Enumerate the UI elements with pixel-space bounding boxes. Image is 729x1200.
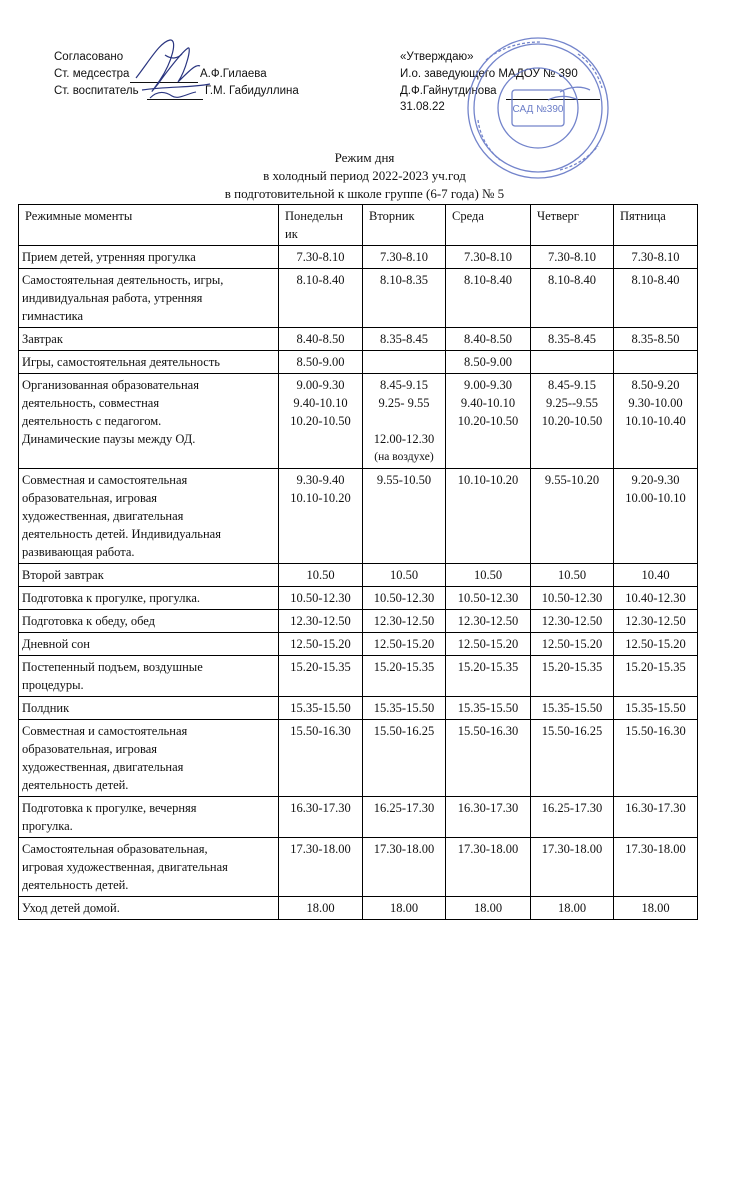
table-row xyxy=(19,469,698,564)
time-cell xyxy=(446,797,531,838)
activity-cell xyxy=(19,697,279,720)
time-cell xyxy=(363,656,446,697)
time-text: 12.50-15.20 xyxy=(625,637,686,651)
nurse-role: Ст. медсестра xyxy=(54,68,130,80)
time-text xyxy=(532,353,612,371)
activity-text: гимнастика xyxy=(22,309,84,323)
time-cell xyxy=(614,720,698,797)
time-text: 10.40 xyxy=(641,568,670,582)
table-row xyxy=(19,269,698,328)
time-text: 12.30-12.50 xyxy=(290,614,351,628)
time-cell xyxy=(614,587,698,610)
time-cell xyxy=(614,633,698,656)
header-cell-activity xyxy=(19,205,279,246)
header-text: Четверг xyxy=(537,209,579,223)
time-cell xyxy=(363,469,446,564)
time-cell xyxy=(363,351,446,374)
time-text: 18.00 xyxy=(641,901,670,915)
time-cell xyxy=(531,564,614,587)
time-cell xyxy=(279,720,363,797)
activity-text: Игры, самостоятельная деятельность xyxy=(22,355,221,369)
time-cell xyxy=(446,564,531,587)
activity-text: Подготовка к прогулке, прогулка. xyxy=(22,591,201,605)
time-cell xyxy=(531,246,614,269)
activity-text: Организованная образовательная xyxy=(22,378,199,392)
activity-text: Совместная и самостоятельная xyxy=(22,473,188,487)
time-text: 9.30-9.40 xyxy=(296,473,345,487)
time-text: 15.20-15.35 xyxy=(373,660,435,674)
time-text: 7.30-8.10 xyxy=(296,250,345,264)
time-text: 15.50-16.30 xyxy=(457,724,519,738)
time-text: 9.30-10.00 xyxy=(628,396,683,410)
time-cell xyxy=(446,897,531,920)
time-text: 7.30-8.10 xyxy=(464,250,512,264)
activity-text: Уход детей домой. xyxy=(22,901,120,915)
time-text: 17.30-18.00 xyxy=(290,842,351,856)
time-text: 8.45-9.15 xyxy=(548,378,596,392)
time-text: 10.50 xyxy=(473,568,503,582)
activity-cell xyxy=(19,246,279,269)
activity-text: деятельность детей. xyxy=(22,778,129,792)
time-cell xyxy=(279,328,363,351)
activity-text: Завтрак xyxy=(22,332,63,346)
time-text: 15.20-15.35 xyxy=(541,660,603,674)
time-cell xyxy=(614,269,698,328)
time-text: 7.30-8.10 xyxy=(548,250,596,264)
time-cell xyxy=(279,797,363,838)
time-text: 15.35-15.50 xyxy=(373,701,435,715)
header-cell-day xyxy=(363,205,446,246)
time-text: 9.25--9.55 xyxy=(545,396,599,410)
time-cell xyxy=(531,838,614,897)
activity-cell xyxy=(19,838,279,897)
time-text: 7.30-8.10 xyxy=(380,250,428,264)
time-cell xyxy=(614,697,698,720)
time-cell xyxy=(363,374,446,469)
table-row xyxy=(19,246,698,269)
activity-text: Второй завтрак xyxy=(22,568,104,582)
header-cell-day xyxy=(279,205,363,246)
time-text: 9.00-9.30 xyxy=(464,378,512,392)
time-cell xyxy=(446,610,531,633)
nurse-name: А.Ф.Гилаева xyxy=(200,68,267,80)
time-text: 16.25-17.30 xyxy=(541,801,603,815)
time-text: 9.40-10.10 xyxy=(460,396,516,410)
activity-cell xyxy=(19,656,279,697)
time-text: 18.00 xyxy=(389,901,419,915)
activity-text: образовательная, игровая xyxy=(22,491,158,505)
activity-text: процедуры. xyxy=(22,678,84,692)
time-cell xyxy=(531,610,614,633)
time-text xyxy=(615,353,696,371)
time-text: 12.30-12.50 xyxy=(373,614,435,628)
page-title: Режим дня xyxy=(334,150,395,165)
time-cell xyxy=(279,564,363,587)
time-cell xyxy=(363,720,446,797)
activity-cell xyxy=(19,374,279,469)
time-cell xyxy=(279,633,363,656)
time-text: 12.50-15.20 xyxy=(373,637,435,651)
table-row xyxy=(19,328,698,351)
header-text: ик xyxy=(285,227,298,241)
time-text: 9.20-9.30 xyxy=(631,473,680,487)
time-cell xyxy=(531,269,614,328)
activity-text: художественная, двигательная xyxy=(22,760,184,774)
activity-text: индивидуальная работа, утренняя xyxy=(22,291,203,305)
activity-text: Полдник xyxy=(22,701,70,715)
activity-cell xyxy=(19,897,279,920)
time-cell xyxy=(614,838,698,897)
time-cell xyxy=(531,587,614,610)
activity-text: Подготовка к обеду, обед xyxy=(22,614,156,628)
time-cell xyxy=(614,374,698,469)
time-text: 8.10-8.35 xyxy=(380,273,428,287)
time-cell xyxy=(279,587,363,610)
time-text: 17.30-18.00 xyxy=(541,842,603,856)
time-cell xyxy=(279,351,363,374)
time-text: 12.50-15.20 xyxy=(290,637,351,651)
time-text: 10.20-10.50 xyxy=(290,414,351,428)
time-text xyxy=(364,412,444,430)
time-text: 8.10-8.40 xyxy=(296,273,345,287)
time-text: 15.35-15.50 xyxy=(457,701,519,715)
time-cell xyxy=(614,610,698,633)
time-text: 15.35-15.50 xyxy=(625,701,686,715)
activity-cell xyxy=(19,351,279,374)
time-cell xyxy=(363,633,446,656)
time-text xyxy=(364,353,444,371)
time-cell xyxy=(446,838,531,897)
table-row xyxy=(19,587,698,610)
activity-text: Динамические паузы между ОД. xyxy=(22,432,196,446)
activity-cell xyxy=(19,587,279,610)
time-text: 8.50-9.00 xyxy=(296,355,345,369)
time-text: (на воздухе) xyxy=(374,451,434,463)
time-text: 8.45-9.15 xyxy=(380,378,428,392)
activity-cell xyxy=(19,269,279,328)
table-header-row xyxy=(19,205,698,246)
director-name: Д.Ф.Гайнутдинова xyxy=(400,85,497,97)
time-cell xyxy=(614,797,698,838)
time-text: 8.10-8.40 xyxy=(548,273,596,287)
educator-role: Ст. воспитатель xyxy=(54,85,139,97)
activity-text: прогулка. xyxy=(22,819,73,833)
time-cell xyxy=(363,587,446,610)
activity-cell xyxy=(19,564,279,587)
page-subtitle-period: в холодный период 2022-2023 уч.год xyxy=(263,168,466,183)
time-text: 15.20-15.35 xyxy=(457,660,519,674)
time-cell xyxy=(531,374,614,469)
time-text: 16.30-17.30 xyxy=(290,801,351,815)
nurse-signature xyxy=(136,40,210,91)
time-cell xyxy=(446,269,531,328)
activity-text: деятельность с педагогом. xyxy=(22,414,162,428)
table-row xyxy=(19,374,698,469)
time-cell xyxy=(279,469,363,564)
table-row xyxy=(19,564,698,587)
time-text: 9.00-9.30 xyxy=(296,378,345,392)
time-cell xyxy=(279,269,363,328)
time-text: 10.50-12.30 xyxy=(457,591,519,605)
time-text: 9.55-10.20 xyxy=(544,473,600,487)
time-text: 12.30-12.50 xyxy=(625,614,686,628)
educator-signature xyxy=(150,92,196,98)
activity-text: Совместная и самостоятельная xyxy=(22,724,188,738)
time-text: 12.50-15.20 xyxy=(457,637,519,651)
time-cell xyxy=(614,351,698,374)
time-text: 10.50 xyxy=(557,568,587,582)
time-text: 10.10-10.20 xyxy=(290,491,351,505)
time-text: 10.10-10.20 xyxy=(457,473,519,487)
time-text: 10.50-12.30 xyxy=(541,591,603,605)
time-cell xyxy=(446,720,531,797)
time-text: 10.00-10.10 xyxy=(625,491,686,505)
table-row xyxy=(19,697,698,720)
time-cell xyxy=(614,897,698,920)
time-text: 18.00 xyxy=(473,901,503,915)
time-cell xyxy=(531,720,614,797)
time-text: 10.50-12.30 xyxy=(290,591,351,605)
table-row xyxy=(19,610,698,633)
activity-text: Самостоятельная образовательная, xyxy=(22,842,208,856)
time-text: 10.50 xyxy=(306,568,335,582)
time-text: 10.20-10.50 xyxy=(457,414,519,428)
activity-text: Самостоятельная деятельность, игры, xyxy=(22,273,224,287)
time-cell xyxy=(279,697,363,720)
activity-text: образовательная, игровая xyxy=(22,742,158,756)
time-cell xyxy=(279,610,363,633)
time-text: 9.40-10.10 xyxy=(293,396,348,410)
time-text: 8.50-9.20 xyxy=(631,378,680,392)
time-text: 17.30-18.00 xyxy=(373,842,435,856)
table-row xyxy=(19,797,698,838)
time-cell xyxy=(446,587,531,610)
time-cell xyxy=(614,469,698,564)
time-text: 17.30-18.00 xyxy=(457,842,519,856)
educator-name: Г.М. Габидуллина xyxy=(205,85,299,97)
time-cell xyxy=(531,633,614,656)
time-cell xyxy=(446,351,531,374)
time-cell xyxy=(363,797,446,838)
time-text: 8.35-8.45 xyxy=(548,332,596,346)
time-cell xyxy=(446,246,531,269)
table-row xyxy=(19,351,698,374)
time-text: 16.30-17.30 xyxy=(457,801,519,815)
time-text: 15.20-15.35 xyxy=(290,660,351,674)
time-text: 15.50-16.25 xyxy=(373,724,435,738)
activity-text: Подготовка к прогулке, вечерняя xyxy=(22,801,197,815)
time-cell xyxy=(531,351,614,374)
header-text: Среда xyxy=(452,209,484,223)
time-cell xyxy=(279,656,363,697)
time-cell xyxy=(363,564,446,587)
director-position: И.о. заведующего МАДОУ № 390 xyxy=(400,68,578,80)
table-row xyxy=(19,720,698,797)
approval-heading-left: Согласовано xyxy=(54,51,124,63)
approval-date: 31.08.22 xyxy=(400,101,445,113)
time-cell xyxy=(279,897,363,920)
time-text: 9.55-10.50 xyxy=(376,473,432,487)
time-text: 8.10-8.40 xyxy=(464,273,512,287)
activity-cell xyxy=(19,633,279,656)
time-text: 16.25-17.30 xyxy=(373,801,435,815)
time-cell xyxy=(446,469,531,564)
time-cell xyxy=(363,838,446,897)
time-text: 18.00 xyxy=(557,901,587,915)
time-cell xyxy=(446,656,531,697)
time-cell xyxy=(446,374,531,469)
table-row xyxy=(19,633,698,656)
time-text: 8.35-8.45 xyxy=(380,332,428,346)
activity-text: деятельность, совместная xyxy=(22,396,160,410)
time-text: 12.30-12.50 xyxy=(457,614,519,628)
header-cell-day xyxy=(446,205,531,246)
page-subtitle-group: в подготовительной к школе группе (6-7 года) № 5 xyxy=(224,186,505,201)
time-text: 15.35-15.50 xyxy=(541,701,603,715)
activity-text: Дневной сон xyxy=(22,637,90,651)
header-text: Понедельн xyxy=(285,209,343,223)
time-text: 8.50-9.00 xyxy=(464,355,512,369)
time-text: 8.40-8.50 xyxy=(296,332,345,346)
time-cell xyxy=(446,328,531,351)
time-cell xyxy=(363,246,446,269)
time-cell xyxy=(363,610,446,633)
time-text: 16.30-17.30 xyxy=(625,801,686,815)
activity-text: игровая художественная, двигательная xyxy=(22,860,228,874)
time-cell xyxy=(363,697,446,720)
table-row xyxy=(19,838,698,897)
header-text: Пятница xyxy=(620,209,666,223)
activity-cell xyxy=(19,610,279,633)
stamp-center-text: САД №390 xyxy=(512,104,564,115)
time-text: 12.00-12.30 xyxy=(373,432,435,446)
activity-text: развивающая работа. xyxy=(22,545,135,559)
time-cell xyxy=(531,656,614,697)
time-text: 17.30-18.00 xyxy=(625,842,686,856)
time-cell xyxy=(279,246,363,269)
time-text: 10.50 xyxy=(389,568,419,582)
activity-text: деятельность детей. Индивидуальная xyxy=(22,527,221,541)
time-text: 8.40-8.50 xyxy=(464,332,512,346)
time-cell xyxy=(446,633,531,656)
time-cell xyxy=(363,328,446,351)
activity-text: Постепенный подъем, воздушные xyxy=(22,660,203,674)
header-cell-day xyxy=(614,205,698,246)
time-cell xyxy=(279,374,363,469)
activity-text: Прием детей, утренняя прогулка xyxy=(22,250,196,264)
time-text: 10.40-12.30 xyxy=(625,591,686,605)
time-text: 9.25- 9.55 xyxy=(378,396,430,410)
time-cell xyxy=(446,697,531,720)
time-text: 15.35-15.50 xyxy=(290,701,351,715)
schedule-table xyxy=(18,204,698,920)
time-text: 15.50-16.30 xyxy=(290,724,351,738)
time-cell xyxy=(531,328,614,351)
activity-cell xyxy=(19,720,279,797)
header-cell-day xyxy=(531,205,614,246)
activity-text: деятельность детей. xyxy=(22,878,129,892)
activity-text: художественная, двигательная xyxy=(22,509,184,523)
time-cell xyxy=(531,797,614,838)
time-cell xyxy=(279,838,363,897)
table-row xyxy=(19,656,698,697)
time-cell xyxy=(363,897,446,920)
header-text: Режимные моменты xyxy=(25,209,133,223)
time-text: 8.10-8.40 xyxy=(631,273,680,287)
time-text: 15.50-16.30 xyxy=(625,724,686,738)
time-text: 8.35-8.50 xyxy=(631,332,680,346)
time-text: 10.50-12.30 xyxy=(373,591,435,605)
time-cell xyxy=(614,564,698,587)
time-text: 10.10-10.40 xyxy=(625,414,686,428)
time-text: 12.30-12.50 xyxy=(541,614,603,628)
time-text: 15.20-15.35 xyxy=(625,660,686,674)
time-text: 18.00 xyxy=(306,901,335,915)
approval-heading-right: «Утверждаю» xyxy=(400,51,474,63)
time-cell xyxy=(363,269,446,328)
time-text: 15.50-16.25 xyxy=(541,724,603,738)
header-text: Вторник xyxy=(369,209,415,223)
activity-cell xyxy=(19,797,279,838)
activity-cell xyxy=(19,469,279,564)
time-cell xyxy=(614,328,698,351)
table-row xyxy=(19,897,698,920)
time-cell xyxy=(531,897,614,920)
time-cell xyxy=(614,656,698,697)
time-text: 12.50-15.20 xyxy=(541,637,603,651)
time-text: 10.20-10.50 xyxy=(541,414,603,428)
time-cell xyxy=(531,697,614,720)
time-cell xyxy=(531,469,614,564)
time-cell xyxy=(614,246,698,269)
time-text: 7.30-8.10 xyxy=(631,250,680,264)
activity-cell xyxy=(19,328,279,351)
